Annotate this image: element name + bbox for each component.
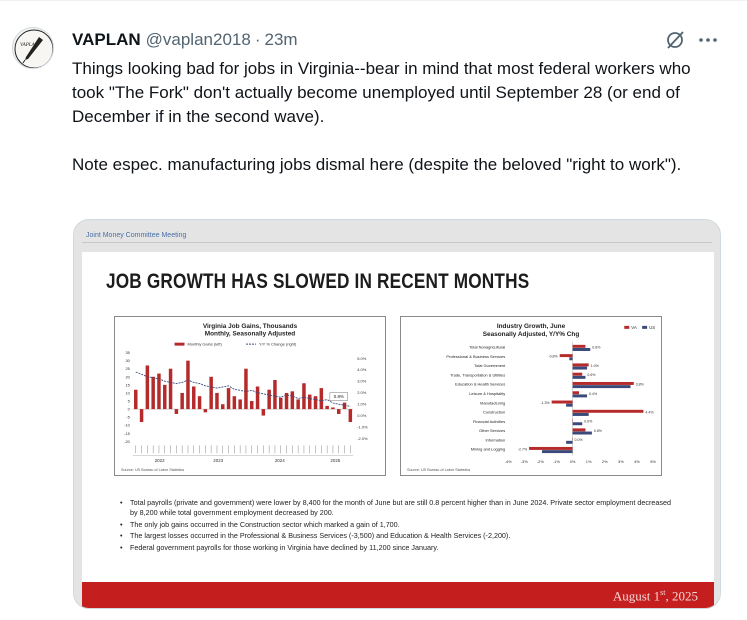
bar: [227, 388, 230, 409]
y-right-tick-label: -1.0%: [357, 424, 368, 430]
meeting-label: Joint Money Committee Meeting: [86, 232, 187, 239]
data-label: 0.8%: [593, 428, 602, 433]
category-label: Manufacturing: [480, 400, 506, 406]
va-job-gains-chart: [114, 316, 386, 476]
x-tick-label: 2%: [601, 458, 608, 464]
year-label: 2022: [154, 458, 165, 464]
x-tick-label: 5%: [650, 458, 656, 464]
date-suffix: st: [660, 588, 666, 597]
data-label: -1.3%: [540, 401, 550, 406]
bar: [308, 395, 311, 410]
bar-va: [573, 410, 644, 413]
y-left-tick-label: 30: [125, 358, 130, 364]
bullet-item: • Total payrolls (private and government) were lower by 8,400 for the month of June but are still 0.8 percent higher than in June 2024. Private sector employment decreased by 8,200 while total government employment decreased by 200.: [118, 498, 678, 518]
legend-label-line: Y/Y % Change (right): [258, 341, 297, 347]
bar-us: [573, 432, 592, 435]
y-left-tick-label: 25: [125, 366, 130, 372]
y-left-tick-label: 0: [127, 406, 130, 412]
bar-va: [573, 382, 634, 385]
legend-swatch-bars: [175, 343, 185, 346]
tweet-paragraph-1: Things looking bad for jobs in Virginia--bear in mind that most federal workers who took "The Fork" don't actually become unemployed until September 28 (or end of December if in the second wave).: [72, 59, 691, 126]
y-left-tick-label: -15: [124, 430, 130, 436]
y-right-tick-label: 0.0%: [357, 413, 367, 419]
bar: [233, 396, 236, 409]
legend-swatch-va: [624, 326, 629, 329]
chart-subtitle: Seasonally Adjusted, Y/Y% Chg: [482, 330, 580, 338]
x-tick-label: -3%: [520, 458, 528, 464]
data-label: 4.4%: [645, 410, 654, 415]
legend-swatch-us: [642, 326, 647, 329]
bar-us: [573, 385, 631, 388]
bar-va: [573, 345, 586, 348]
category-label: Construction: [483, 409, 506, 415]
data-label: 3.8%: [635, 382, 644, 387]
bar: [273, 380, 276, 409]
category-label: Other Services: [479, 428, 506, 434]
divider: [82, 242, 712, 243]
data-label: 0.6%: [587, 373, 596, 378]
y-left-tick-label: 15: [125, 382, 130, 388]
bar-us: [573, 367, 587, 370]
legend-label-bars: Monthly Gains (left): [187, 341, 222, 347]
bar-us: [573, 376, 586, 379]
yoy-line: [136, 372, 351, 406]
bar-us: [569, 357, 572, 360]
bar: [296, 399, 299, 409]
x-tick-label: 3%: [618, 458, 624, 464]
bar-us: [566, 441, 572, 444]
y-left-tick-label: -20: [124, 438, 130, 444]
bar: [146, 365, 149, 409]
user-handle[interactable]: @vaplan2018: [145, 30, 251, 49]
year-label: 2025: [330, 458, 341, 464]
chart-title: Industry Growth, June: [496, 322, 566, 330]
bar: [279, 398, 282, 409]
y-left-tick-label: 5: [127, 398, 130, 404]
source-note: Source: US Bureau of Labor Statistics: [120, 468, 185, 473]
bar-us: [573, 394, 587, 397]
bar-us: [566, 404, 572, 407]
bar: [238, 399, 241, 409]
annotation-label: 0.8%: [333, 394, 344, 400]
y-left-tick-label: 35: [125, 350, 130, 356]
bar: [302, 383, 305, 409]
data-label: 0.0%: [584, 419, 593, 424]
avatar-text: VAPLAN: [20, 43, 38, 48]
tweet-header: [72, 29, 298, 51]
y-right-tick-label: -2.0%: [357, 436, 368, 442]
category-label: Total Government: [474, 363, 506, 369]
x-tick-label: -2%: [536, 458, 544, 464]
bar-va: [529, 447, 572, 450]
data-label: -2.7%: [517, 447, 528, 452]
source-note: Source: US Bureau of Labor Statistics: [406, 468, 471, 473]
date-main: August 1: [612, 588, 661, 604]
bar: [134, 390, 137, 409]
x-tick-label: 1%: [585, 458, 592, 464]
y-right-tick-label: 3.0%: [357, 378, 367, 384]
bar: [291, 391, 294, 409]
data-label: 1.0%: [590, 363, 599, 368]
bullet-item: • The largest losses occurred in the Professional & Business Services (-3,500) and Education & Health Services (-2,200).: [118, 531, 678, 541]
category-label: Leisure & Hospitality: [469, 391, 506, 397]
bar: [267, 390, 270, 409]
quill-logo-icon: [13, 28, 54, 69]
data-label: 0.0%: [574, 438, 583, 443]
chart-title: Virginia Job Gains, Thousands: [202, 322, 298, 330]
display-name[interactable]: VAPLAN: [72, 30, 141, 49]
x-tick-label: -4%: [504, 458, 512, 464]
y-left-tick-label: 20: [125, 374, 130, 380]
bar: [314, 396, 317, 409]
y-right-tick-label: 2.0%: [357, 390, 367, 396]
y-left-tick-label: -5: [126, 414, 130, 420]
timestamp[interactable]: 23m: [264, 30, 298, 49]
bar: [198, 396, 201, 409]
separator-dot: ·: [254, 30, 261, 49]
category-label: Professional & Business Services: [446, 353, 506, 359]
bar: [163, 385, 166, 409]
date-year: , 2025: [665, 588, 698, 604]
more-options-icon[interactable]: [697, 29, 719, 51]
data-label: -0.8%: [548, 354, 558, 359]
tweet-text: [72, 57, 722, 177]
bar: [337, 409, 340, 414]
category-label: Education & Health Services: [455, 381, 506, 387]
y-left-tick-label: -10: [124, 422, 130, 428]
bar: [180, 393, 183, 409]
bar: [209, 377, 212, 409]
tweet-paragraph-2: Note espec. manufacturing jobs dismal here (despite the beloved "right to work").: [72, 155, 682, 174]
slide: [74, 220, 720, 608]
legend-label-us: US: [649, 324, 656, 330]
bar: [169, 369, 172, 409]
bar: [192, 386, 195, 409]
slide-date: [613, 588, 698, 604]
bullet-item: • Federal government payrolls for those working in Virginia have declined by 11,200 since January.: [118, 543, 678, 553]
category-label: Information: [485, 437, 506, 443]
bar: [221, 404, 224, 409]
bullet-list: [118, 498, 678, 554]
bar: [204, 409, 207, 412]
bar: [320, 388, 323, 409]
bar-va: [573, 363, 589, 366]
x-tick-label: 0%: [569, 458, 576, 464]
data-label: 0.4%: [589, 391, 598, 396]
data-label: 0.8%: [592, 345, 601, 350]
bar: [349, 409, 352, 422]
bar: [186, 361, 189, 409]
grok-icon[interactable]: [664, 29, 686, 51]
bar: [140, 409, 143, 422]
bar-us: [573, 348, 591, 351]
year-label: 2024: [274, 458, 285, 464]
bar-va: [560, 354, 573, 357]
slide-title: JOB GROWTH HAS SLOWED IN RECENT MONTHS: [106, 270, 530, 293]
bar: [331, 407, 334, 409]
bar: [244, 369, 247, 409]
chart-subtitle: Monthly, Seasonally Adjusted: [204, 330, 296, 338]
bar-va: [573, 391, 579, 394]
avatar[interactable]: [12, 27, 54, 69]
bar: [215, 393, 218, 409]
category-label: Total Nonagricultural: [469, 344, 506, 350]
y-left-tick-label: 10: [125, 390, 130, 396]
bullet-item: • The only job gains occurred in the Construction sector which marked a gain of 1,700.: [118, 520, 678, 530]
x-tick-label: -1%: [552, 458, 560, 464]
y-right-tick-label: 1.0%: [357, 401, 367, 407]
y-right-tick-label: 5.0%: [357, 355, 367, 361]
bar-us: [573, 422, 583, 425]
bar: [256, 386, 259, 409]
bar-us: [542, 450, 573, 453]
y-right-tick-label: 4.0%: [357, 367, 367, 373]
bar-va: [573, 373, 583, 376]
category-label: Mining and Logging: [470, 446, 506, 452]
bar: [262, 409, 265, 415]
footer-band: [82, 582, 714, 608]
x-tick-label: 4%: [634, 458, 640, 464]
legend-label-va: VA: [631, 324, 637, 330]
tweet-image[interactable]: [73, 219, 721, 609]
bar: [151, 377, 154, 409]
bar-va: [573, 428, 586, 431]
bar: [175, 409, 178, 414]
year-label: 2023: [213, 458, 224, 464]
category-label: Financial Activities: [472, 418, 506, 424]
bar-va: [552, 401, 573, 404]
industry-growth-chart: [400, 316, 662, 476]
industry-growth-svg: [401, 317, 661, 475]
bar: [250, 401, 253, 409]
bar-us: [573, 413, 589, 416]
va-job-gains-svg: [115, 317, 385, 475]
category-label: Trade, Transportation & Utilities: [450, 372, 506, 378]
bar: [325, 406, 328, 409]
